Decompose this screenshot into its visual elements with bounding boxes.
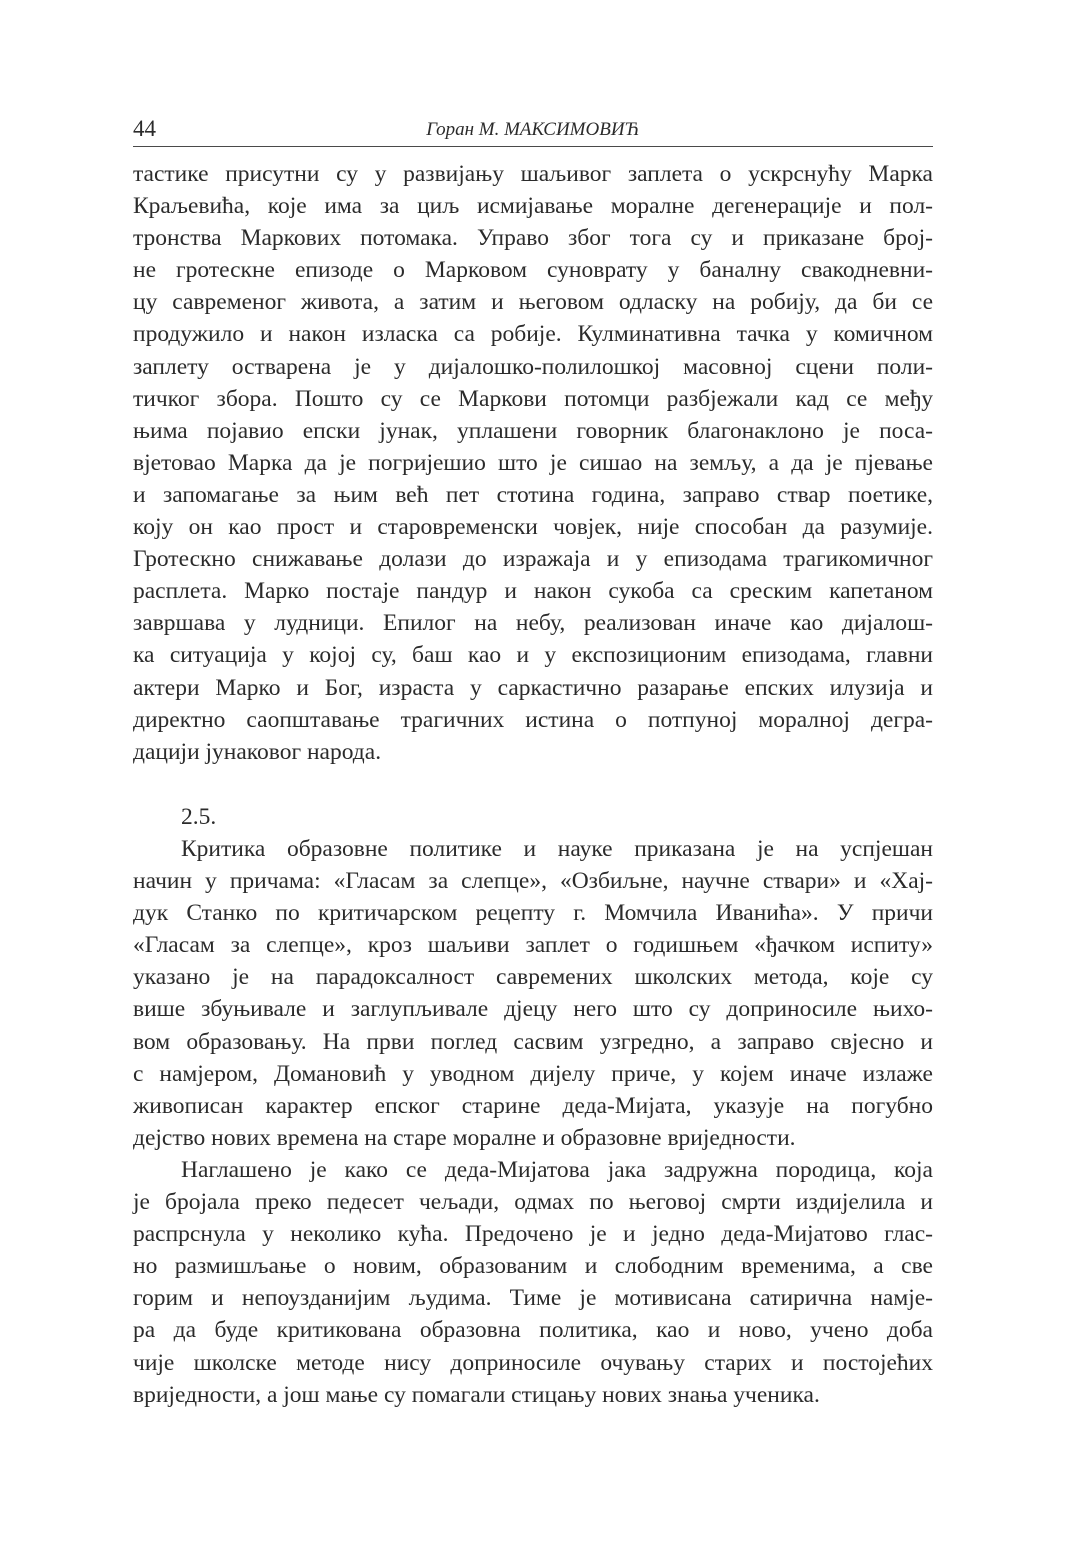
text-line: горим и непоузданијим људима. Тиме је мотивисана сатирична намје-: [133, 1285, 933, 1312]
text-line: дејство нових времена на старе моралне и образовне вриједности.: [133, 1124, 796, 1151]
paragraph-2: [133, 833, 933, 1154]
text-line: Наглашено је како се деда-Мијатова јака задружна породица, која: [181, 1157, 933, 1183]
text-line: заплету остварена је у дијалошко-полилошкој масовној сцени поли-: [133, 353, 933, 380]
text-line: Критика образовне политике и науке приказана је на успјешан: [181, 836, 933, 862]
text-line: актери Марко и Бог, израста у саркастично разарање епских илузија и: [133, 674, 933, 701]
text-line: ра да буде критикована образовна политика, као и ново, учено доба: [133, 1317, 933, 1344]
text-line: њима појавио епски јунак, уплашени говорник благонаклоно је поса-: [133, 417, 933, 444]
text-line: дацији јунаковог народа.: [133, 738, 382, 765]
text-line: тастике присутни су у развијању шаљивог заплета о ускрснућу Марка: [133, 161, 933, 187]
text-line: начин у причама: «Гласам за слепце», «Озбиљне, научне ствари» и «Хај-: [133, 868, 933, 895]
text-line: дук Станко по критичарском рецепту г. Момчила Иванића». У причи: [133, 900, 933, 927]
running-head: Горан М. МАКСИМОВИЋ: [426, 119, 640, 140]
text-line: но размишљање о новим, образованим и слободним временима, а све: [133, 1253, 933, 1280]
text-line: коју он као прост и старовременски човјек, није способан да разумије.: [133, 514, 933, 541]
text-line: и запомагање за њим већ пет стотина година, заправо ствар поетике,: [133, 481, 933, 508]
text-line: тичког збора. Пошто су се Маркови потомци разбјежали кад се међу: [133, 385, 933, 412]
paragraph-1: [133, 158, 933, 768]
text-line: Гротескно снижавање долази до изражаја и у епизодама трагикомичног: [133, 546, 933, 573]
text-line: указано је на парадоксалност савремених школских метода, које су: [133, 964, 933, 991]
page-number: 44: [133, 116, 156, 141]
text-line: распрснула у неколико кућа. Предочено је и једно деда-Мијатово глас-: [133, 1221, 933, 1248]
text-line: вјетовао Марка да је погријешио што је сишао на земљу, а да је пјевање: [133, 449, 933, 476]
page-header: [133, 112, 933, 147]
text-line: тронства Маркових потомака. Управо због тога су и приказане број-: [133, 225, 933, 252]
text-line: директно саопштавање трагичних истина о потпуној моралној дегра-: [133, 706, 933, 733]
text-line: вом образовању. На први поглед сасвим узгредно, а заправо свјесно и: [133, 1028, 933, 1055]
text-line: не гротескне епизоде о Марковом суноврату у баналну свакодневни-: [133, 257, 933, 284]
text-line: Краљевића, које има за циљ исмијавање моралне дегенерације и пол-: [133, 193, 933, 220]
text-line: завршава у лудници. Епилог на небу, реализован иначе као дијалош-: [133, 610, 933, 637]
text-line: «Гласам за слепце», кроз шаљиви заплет о годишњем «ђачком испиту»: [133, 932, 933, 959]
text-line: расплета. Марко постаје пандур и након сукоба са среским капетаном: [133, 578, 933, 605]
text-line: чије школске методе нису доприносиле очувању старих и постојећих: [133, 1349, 933, 1376]
text-line: с намјером, Домановић у уводном дијелу приче, у којем иначе излаже: [133, 1060, 933, 1087]
text-line: вриједности, а још мање су помагали стицању нових знања ученика.: [133, 1381, 820, 1408]
section-number: 2.5.: [181, 804, 217, 830]
text-line: продужило и након изласка са робије. Кулминативна тачка у комичном: [133, 321, 933, 348]
text-line: више збуњивале и заглупљивале дјецу него што су доприносиле њихо-: [133, 996, 933, 1023]
text-line: ка ситуација у којој су, баш као и у експозиционим епизодама, главни: [133, 642, 933, 669]
text-line: живописан карактер епског старине деда-Мијата, указује на погубно: [133, 1092, 933, 1119]
text-line: цу савременог живота, а затим и његовом одласку на робију, да би се: [133, 289, 933, 316]
paragraph-3: [133, 1154, 933, 1411]
text-line: је бројала преко педесет чељади, одмах по његовој смрти издијелила и: [133, 1189, 933, 1216]
